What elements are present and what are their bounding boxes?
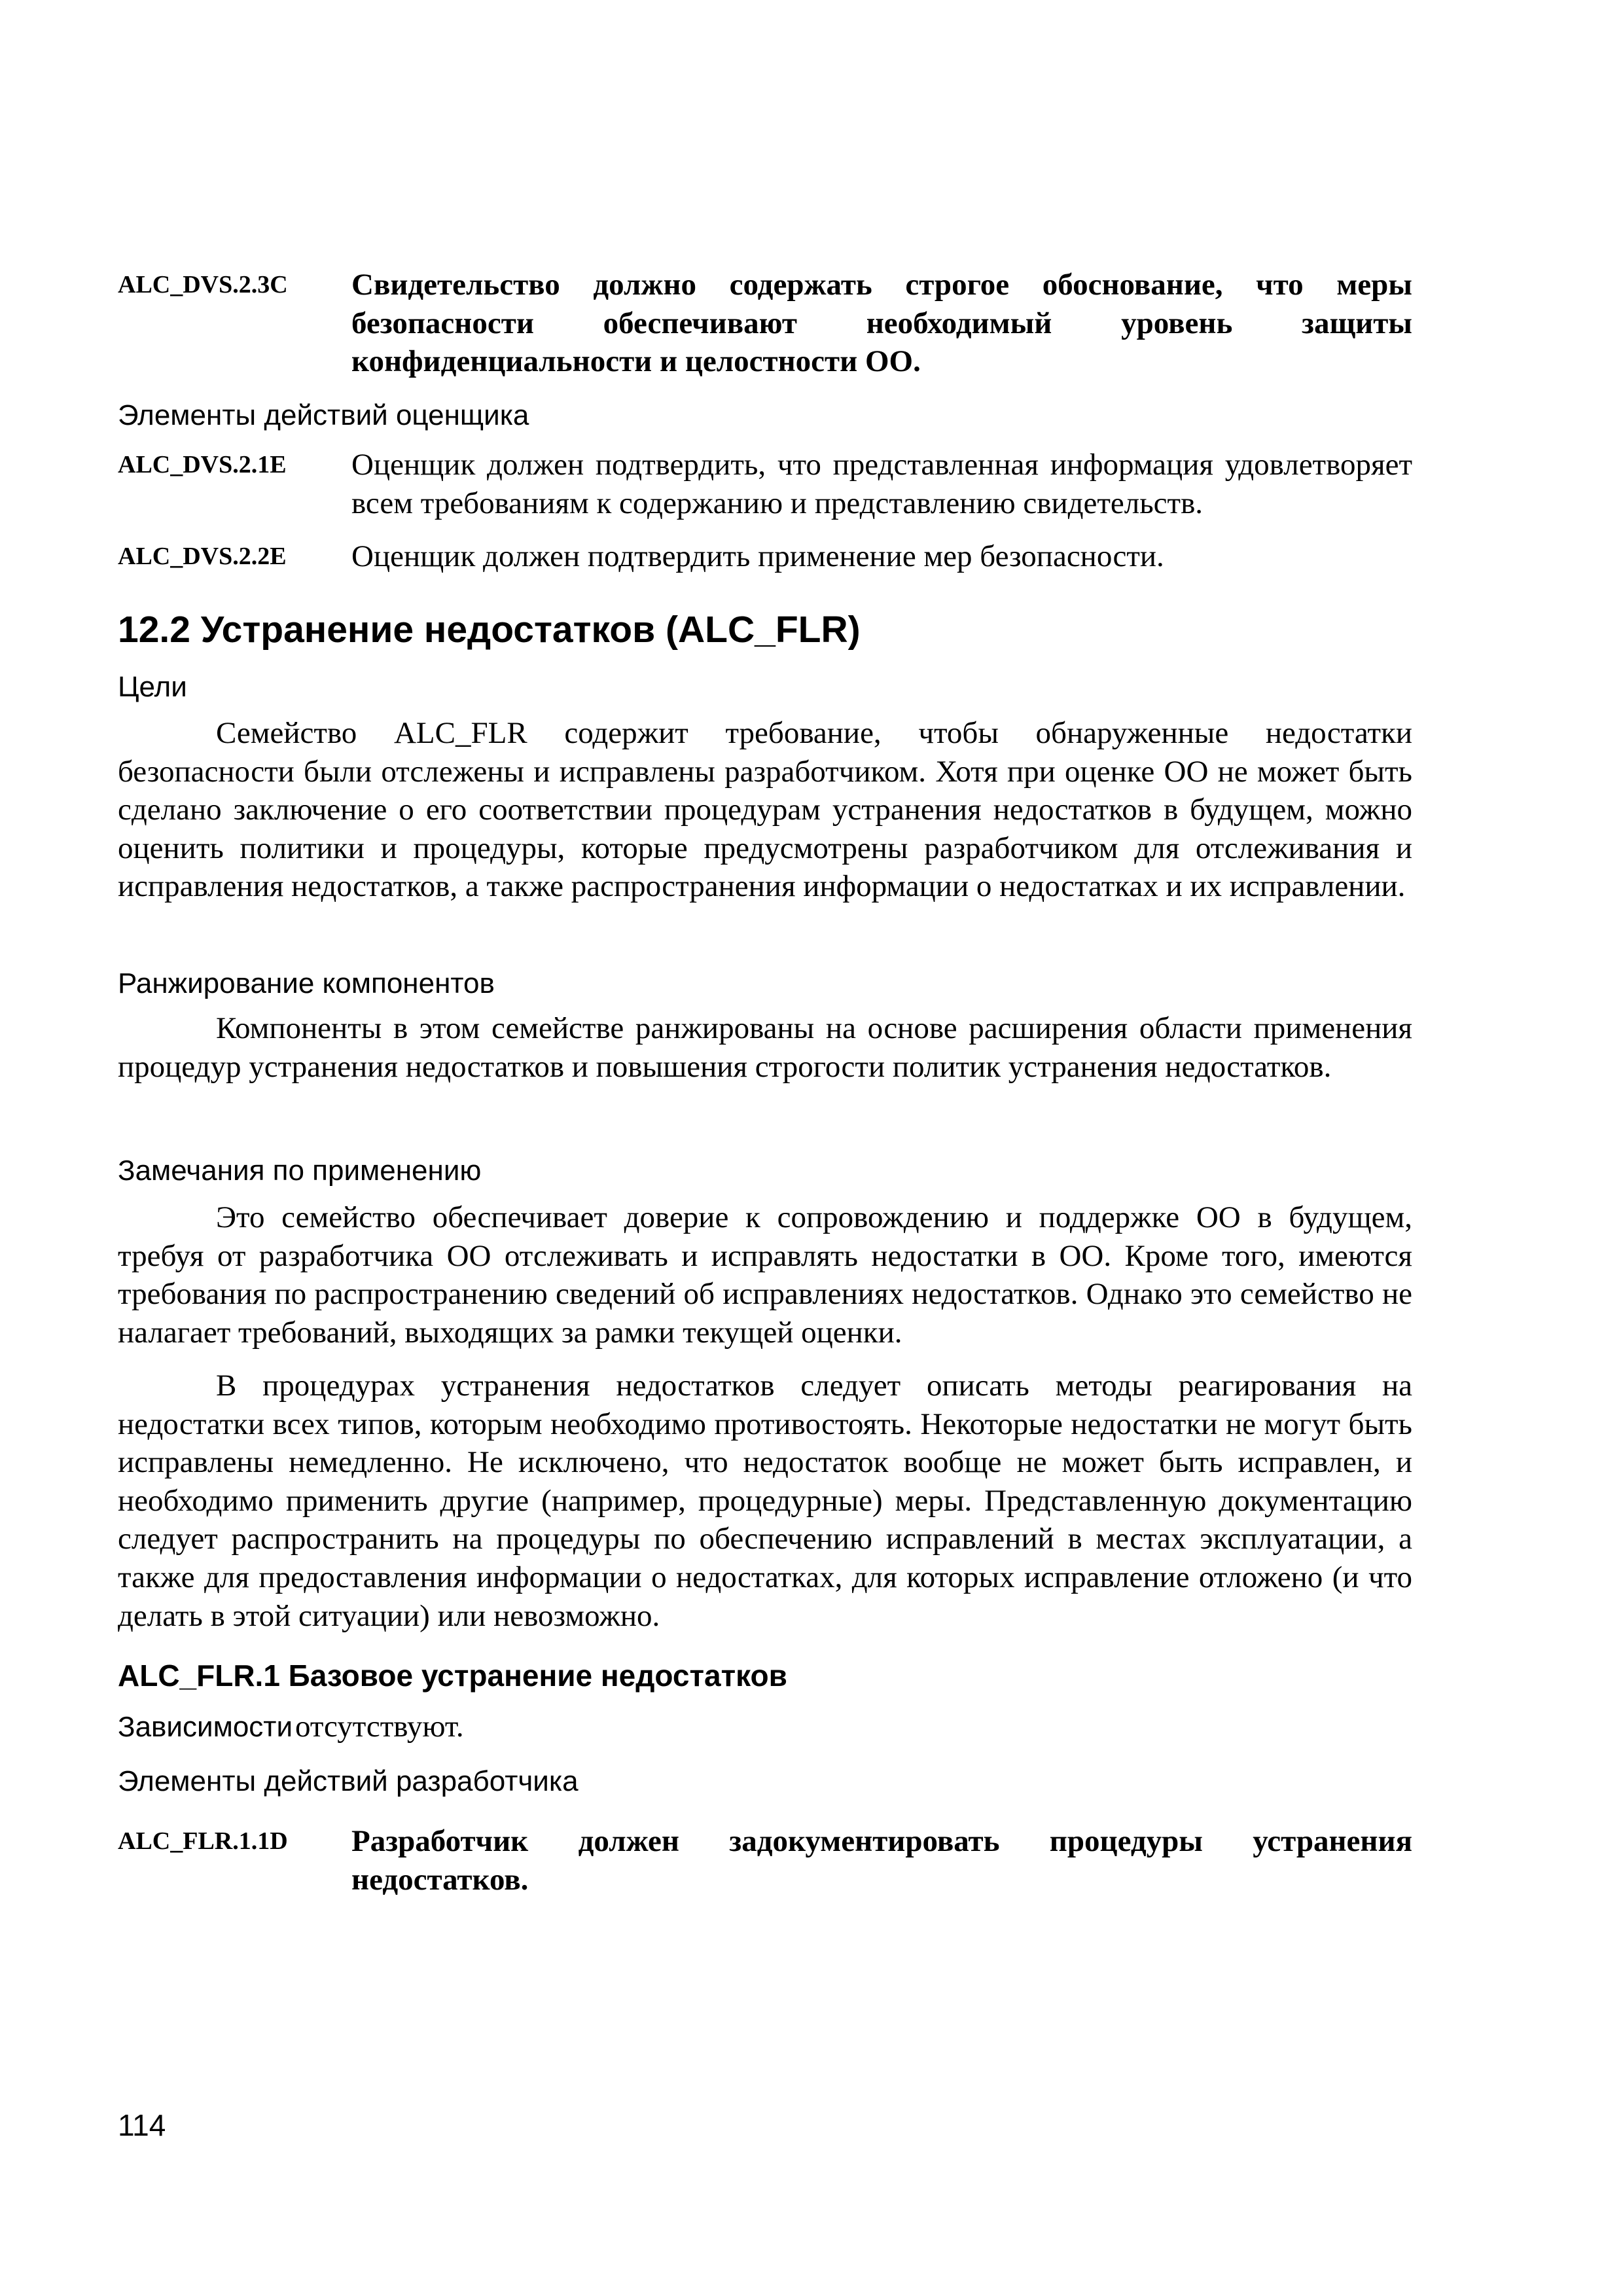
ranking-heading: Ранжирование компонентов <box>118 967 495 999</box>
dependencies-line <box>118 1708 1412 1746</box>
requirement-alc-dvs-2-3c <box>118 266 1412 381</box>
requirement-code: ALC_DVS.2.3C <box>118 271 288 298</box>
requirement-alc-dvs-2-1e <box>118 446 1412 522</box>
requirement-alc-dvs-2-2e <box>118 537 1412 576</box>
requirement-text: Оценщик должен подтвердить применение мер безопасности. <box>351 539 1164 573</box>
goals-heading: Цели <box>118 671 187 703</box>
notes-paragraph-2: В процедурах устранения недостатков следует описать методы реагирования на недостатки всех типов, которым необходимо противостоять. Некоторые недостатки не могут быть исправлены немедленно. Не исключено, что недостаток вообще не может быть исправлен, и необходимо применить другие (например, процедурные) меры. Представленную документацию следует распространить на процедуры по обеспечению исправлений в местах эксплуатации, а также для предоставления информации о недостатках, для которых исправление отложено (и что делать в этой ситуации) или невозможно. <box>118 1369 1412 1633</box>
section-title: 12.2 Устранение недостатков (ALC_FLR) <box>118 609 861 651</box>
goals-paragraph: Семейство ALC_FLR содержит требование, чтобы обнаруженные недостатки безопасности были отслежены и исправлены разработчиком. Хотя при оценке ОО не может быть сделано заключение о его соответствии процедурам устранения недостатков в будущем, можно оценить политики и процедуры, которые предусмотрены разработчиком для отслеживания и исправления недостатков, а также распространения информации о недостатках и их исправлении. <box>118 716 1412 904</box>
dependencies-label: Зависимости <box>118 1711 293 1743</box>
requirement-text: Разработчик должен задокументировать процедуры устранения недостатков. <box>351 1824 1412 1897</box>
evaluator-actions-heading: Элементы действий оценщика <box>118 399 529 431</box>
dependencies-value: отсутствуют. <box>295 1710 464 1744</box>
requirement-alc-flr-1-1d <box>118 1822 1412 1899</box>
requirement-code: ALC_FLR.1.1D <box>118 1827 288 1855</box>
notes-paragraph-1: Это семейство обеспечивает доверие к сопровождению и поддержке ОО в будущем, требуя от разработчика ОО отслеживать и исправлять недостатки в ОО. Кроме того, имеются требования по распространению сведений об исправлениях недостатков. Однако это семейство не налагает требований, выходящих за рамки текущей оценки. <box>118 1200 1412 1350</box>
component-title: ALC_FLR.1 Базовое устранение недостатков <box>118 1659 787 1693</box>
requirement-code: ALC_DVS.2.1E <box>118 451 287 478</box>
requirement-code: ALC_DVS.2.2E <box>118 543 287 570</box>
ranking-paragraph: Компоненты в этом семействе ранжированы на основе расширения области применения процедур устранения недостатков и повышения строгости политик устранения недостатков. <box>118 1011 1412 1084</box>
page-number: 114 <box>118 2108 166 2142</box>
developer-actions-heading: Элементы действий разработчика <box>118 1765 579 1797</box>
notes-heading: Замечания по применению <box>118 1155 482 1187</box>
requirement-text: Свидетельство должно содержать строгое обоснование, что меры безопасности обеспечивают необходимый уровень защиты конфиденциальности и целостности ОО. <box>351 268 1412 379</box>
requirement-text: Оценщик должен подтвердить, что представленная информация удовлетворяет всем требованиям к содержанию и представлению свидетельств. <box>351 448 1412 520</box>
